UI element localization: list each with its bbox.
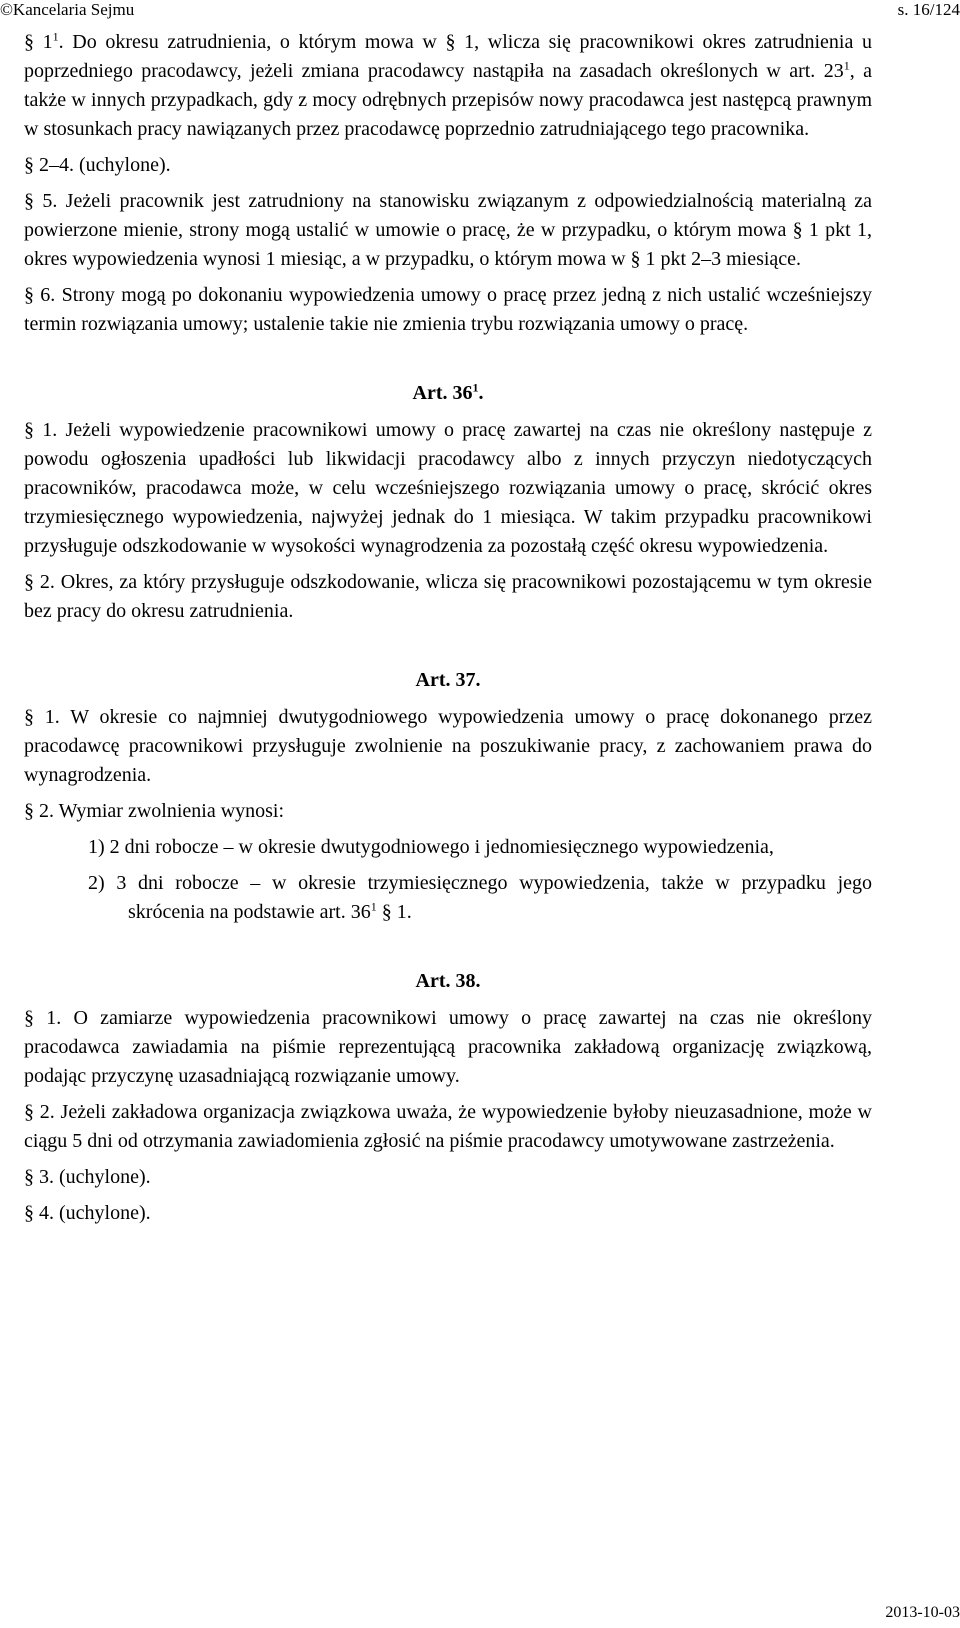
- art36-paragraph-1: § 1. Jeżeli wypowiedzenie pracownikowi umowy o pracę zawartej na czas nie określony następuje z powodu ogłoszenia upadłości lub likwidacji pracodawcy albo z innych przyczyn niedotyczących pracowników, pracodawca może, w celu wcześniejszego rozwiązania umowy o pracę, skrócić okres trzymiesięcznego wypowiedzenia, najwyżej jednak do 1 miesiąca. W takim przypadku pracownikowi przysługuje odszkodowanie w wysokości wynagrodzenia za pozostałą część okresu wypowiedzenia.: [24, 419, 872, 557]
- page-header: [0, 0, 960, 24]
- paragraph-2-4: § 2–4. (uchylone).: [24, 154, 171, 176]
- copyright-label: ©Kancelaria Sejmu: [0, 0, 135, 19]
- art37-paragraph-2: § 2. Wymiar zwolnienia wynosi:: [24, 800, 285, 822]
- page-number: s. 16/124: [897, 0, 960, 19]
- paragraph-1-1: § $1^1$. Do okresu zatrudnienia, o którym mowa w § 1, wlicza się pracownikowi okres zatrudnienia u poprzedniego pracodawcy, jeżeli zmiana pracodawcy nastąpiła na zasadach określonych w art. $23^1$, a także w innych przypadkach, gdy z mocy odrębnych przepisów nowy pracodawca jest następcą prawnym w stosunkach pracy nawiązanych przez pracodawcę poprzednio zatrudniającego tego pracownika.: [24, 29, 873, 140]
- art37-paragraph-1: § 1. W okresie co najmniej dwutygodniowego wypowiedzenia umowy o pracę dokonanego przez pracodawcę pracownikowi przysługuje zwolnienie na poszukiwanie pracy, z zachowaniem prawa do wynagrodzenia.: [24, 706, 872, 786]
- art38-paragraph-1: § 1. O zamiarze wypowiedzenia pracownikowi umowy o pracę zawartej na czas nie określony pracodawca zawiadamia na piśmie reprezentującą pracownika zakładową organizację związkową, podając przyczynę uzasadniającą rozwiązanie umowy.: [24, 1007, 872, 1087]
- art38-paragraph-4: § 4. (uchylone).: [24, 1202, 151, 1224]
- paragraph-6: § 6. Strony mogą po dokonaniu wypowiedzenia umowy o pracę przez jedną z nich ustalić wcześniejszy termin rozwiązania umowy; ustalenie takie nie zmienia trybu rozwiązania umowy o pracę.: [24, 284, 872, 335]
- article-heading-37: Art. 37.: [415, 669, 481, 691]
- paragraph-5: § 5. Jeżeli pracownik jest zatrudniony na stanowisku związanym z odpowiedzialnością materialną za powierzone mienie, strony mogą ustalić w umowie o pracę, że w przypadku, o którym mowa § 1 pkt 1, okres wypowiedzenia wynosi 1 miesiąc, a w przypadku, o którym mowa w § 1 pkt 2–3 miesiące.: [24, 190, 872, 270]
- page-footer-date: 2013-10-03: [885, 1604, 960, 1621]
- art38-paragraph-2: § 2. Jeżeli zakładowa organizacja związkowa uważa, że wypowiedzenie byłoby nieuzasadnione, może w ciągu 5 dni od otrzymania zawiadomienia zgłosić na piśmie pracodawcy umotywowane zastrzeżenia.: [24, 1101, 872, 1152]
- art37-point-2: 2) 3 dni robocze – w okresie trzymiesięcznego wypowiedzenia, także w przypadku jego skrócenia na podstawie art. $36^1$ § 1.: [88, 872, 872, 923]
- art37-point-1: 1) 2 dni robocze – w okresie dwutygodniowego i jednomiesięcznego wypowiedzenia,: [88, 836, 774, 858]
- art38-paragraph-3: § 3. (uchylone).: [24, 1166, 151, 1188]
- document-body: [24, 28, 872, 1235]
- article-heading-36-1: Art. $36^1$.: [412, 380, 484, 404]
- article-heading-38: Art. 38.: [415, 970, 481, 992]
- art36-paragraph-2: § 2. Okres, za który przysługuje odszkodowanie, wlicza się pracownikowi pozostającemu w tym okresie bez pracy do okresu zatrudnienia.: [24, 571, 872, 622]
